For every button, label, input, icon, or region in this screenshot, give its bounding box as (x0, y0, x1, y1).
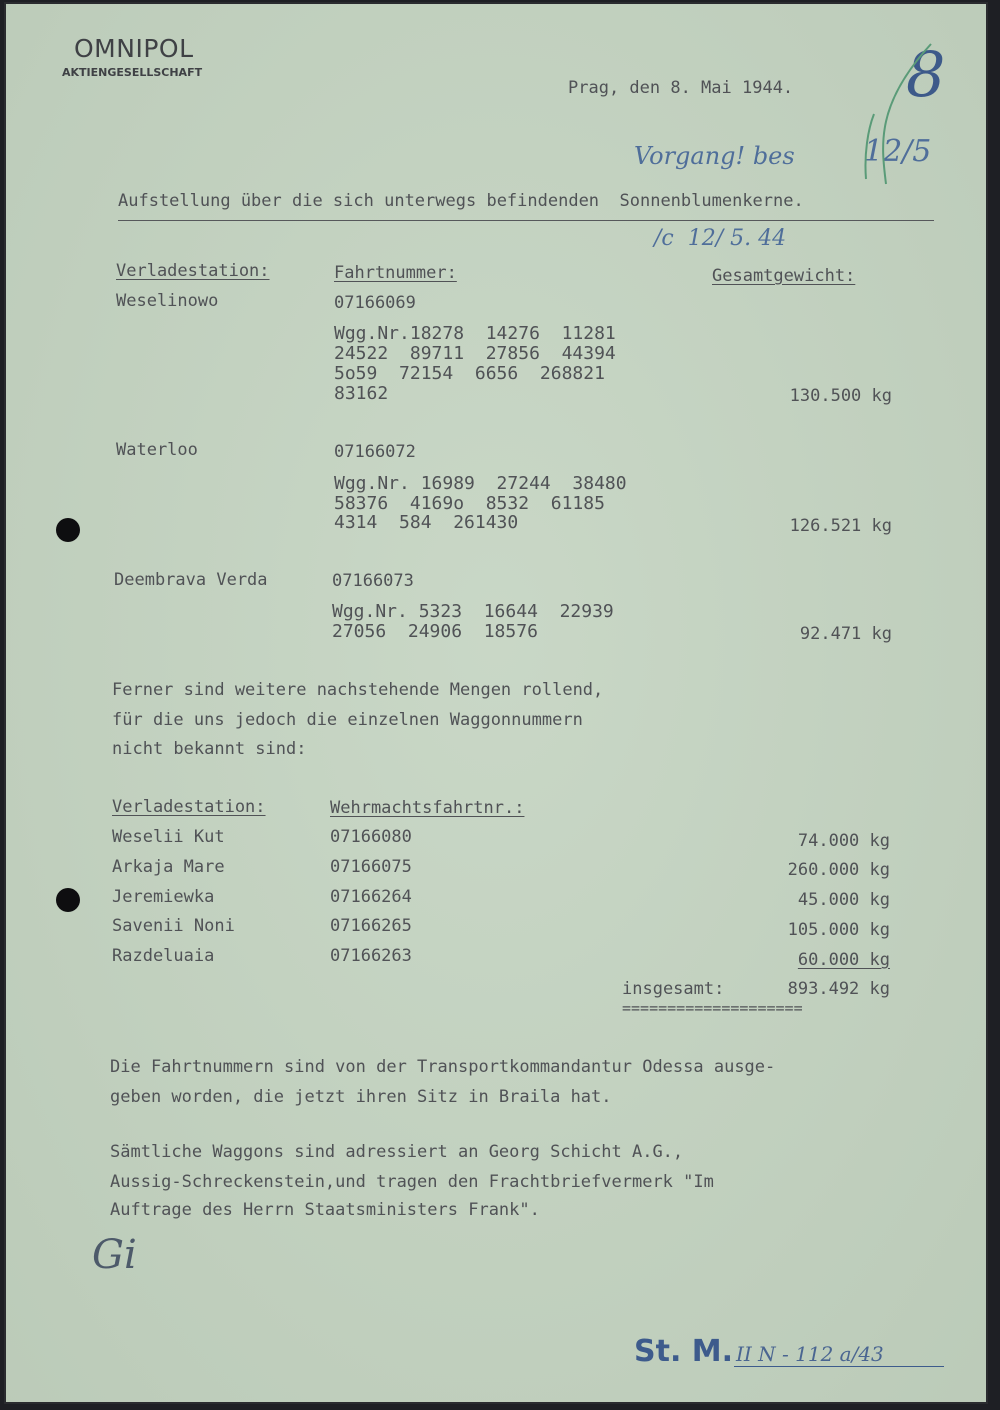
paragraph-line: Die Fahrtnummern sind von der Transportkommandantur Odessa ausge- (110, 1057, 776, 1077)
trip-number-1: 07166069 (334, 293, 416, 313)
row-weight-last: 60.000 kg (797, 950, 890, 970)
weight-2: 126.521 kg (789, 516, 892, 536)
row-station: Savenii Noni (112, 916, 235, 936)
intro-line: für die uns jedoch die einzelnen Waggonnummern (112, 710, 583, 730)
row-number: 07166265 (330, 916, 412, 936)
row-station: Weselii Kut (112, 827, 225, 847)
header-wehrmacht-number: Wehrmachtsfahrtnr.: (330, 798, 525, 818)
row-number: 07166075 (330, 857, 412, 877)
company-subtitle: AKTIENGESELLSCHAFT (62, 66, 203, 79)
wagon-line: Wgg.Nr.18278 14276 11281 (334, 323, 616, 344)
punch-hole (56, 888, 80, 912)
paragraph-line: Auftrage des Herrn Staatsministers Frank". (110, 1200, 540, 1220)
total-double-rule: ==================== (622, 999, 803, 1017)
wagon-line: 83162 (334, 383, 389, 404)
total-value: 893.492 kg (787, 979, 890, 999)
wagon-line: 5o59 72154 6656 268821 (334, 363, 605, 384)
stamp-line (734, 1366, 944, 1367)
stamp-reference: II N - 112 a/43 (736, 1342, 884, 1366)
title-underline (118, 220, 934, 221)
row-weight: 260.000 kg (787, 860, 890, 880)
handwritten-date-1: 12/5 (864, 134, 932, 169)
handwritten-note: Vorgang! bes (634, 142, 795, 170)
date-line: Prag, den 8. Mai 1944. (568, 78, 794, 98)
green-pencil-mark (826, 34, 956, 194)
station-2: Waterloo (116, 440, 198, 460)
punch-hole (56, 518, 80, 542)
wagon-line: Wgg.Nr. 5323 16644 22939 (332, 601, 614, 622)
handwritten-number: 8 (906, 38, 946, 111)
row-number: 07166264 (330, 887, 412, 907)
weight-1: 130.500 kg (789, 386, 892, 406)
document-title: Aufstellung über die sich unterwegs befindenden Sonnenblumenkerne. (118, 191, 804, 211)
wagon-line: 58376 4169o 8532 61185 (334, 493, 605, 514)
header-station: Verladestation: (116, 261, 270, 281)
trip-number-3: 07166073 (332, 571, 414, 591)
trip-number-2: 07166072 (334, 442, 416, 462)
row-weight: 45.000 kg (797, 890, 890, 910)
row-station: Arkaja Mare (112, 857, 225, 877)
paragraph-line: Sämtliche Waggons sind adressiert an Georg Schicht A.G., (110, 1142, 684, 1162)
row-station: Jeremiewka (112, 887, 215, 907)
wagon-line: 4314 584 261430 (334, 512, 519, 533)
header-number: Fahrtnummer: (334, 263, 457, 283)
station-1: Weselinowo (116, 291, 219, 311)
paragraph-line: geben worden, die jetzt ihren Sitz in Braila hat. (110, 1087, 612, 1107)
row-weight: 74.000 kg (797, 831, 890, 851)
company-logo: OMNIPOL (74, 34, 194, 63)
wagon-line: Wgg.Nr. 16989 27244 38480 (334, 473, 627, 494)
total-label: insgesamt: (622, 979, 725, 999)
wagon-line: 27056 24906 18576 (332, 621, 538, 642)
document-page (6, 4, 986, 1402)
weight-3: 92.471 kg (799, 624, 892, 644)
station-3: Deembrava Verda (114, 570, 268, 590)
row-number: 07166080 (330, 827, 412, 847)
intro-line: Ferner sind weitere nachstehende Mengen rollend, (112, 680, 604, 700)
header-weight: Gesamtgewicht: (712, 266, 856, 286)
intro-line: nicht bekannt sind: (112, 739, 307, 759)
handwritten-initials: Gi (92, 1232, 137, 1278)
handwritten-date-2: /c 12/ 5. 44 (654, 226, 787, 251)
row-number: 07166263 (330, 946, 412, 966)
header-station-2: Verladestation: (112, 797, 266, 817)
stamp-label: St. M. (634, 1334, 734, 1369)
paragraph-line: Aussig-Schreckenstein,und tragen den Frachtbriefvermerk "Im (110, 1172, 714, 1192)
row-station: Razdeluaia (112, 946, 215, 966)
row-weight: 105.000 kg (787, 920, 890, 940)
wagon-line: 24522 89711 27856 44394 (334, 343, 616, 364)
